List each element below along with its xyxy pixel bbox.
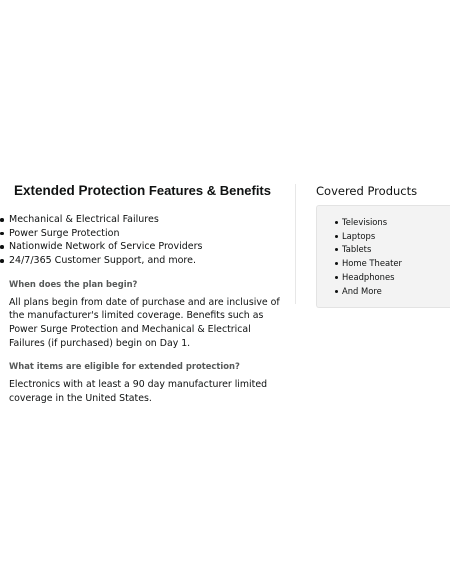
- section-title-strong: Extended Protection: [14, 183, 146, 198]
- feature-item: Nationwide Network of Service Providers: [0, 240, 288, 254]
- section-title-rest: Features & Benefits: [145, 183, 271, 198]
- covered-products-section: [316, 183, 452, 308]
- covered-product-item: Tablets: [335, 243, 450, 257]
- section-title: [0, 183, 288, 199]
- faq-answer-plan-begin: All plans begin from date of purchase and are inclusive of the manufacturer's limited coverage. Benefits such as Power Surge Protection and Mechanical & Electrical Failures (if purchased) begin on Day 1.: [9, 296, 280, 349]
- covered-product-item: And More: [335, 285, 450, 299]
- covered-products-box: [316, 205, 450, 308]
- feature-item: Mechanical & Electrical Failures: [0, 213, 288, 227]
- features-list: [0, 213, 288, 268]
- column-divider: [295, 184, 296, 304]
- covered-product-item: Home Theater: [335, 257, 450, 271]
- covered-product-item: Televisions: [335, 216, 450, 230]
- feature-item: Power Surge Protection: [0, 227, 288, 241]
- faq-question-eligible-items: What items are eligible for extended protection?: [9, 361, 240, 372]
- covered-product-item: Headphones: [335, 271, 450, 285]
- faq-question-plan-begin: When does the plan begin?: [9, 278, 138, 289]
- covered-product-item: Laptops: [335, 230, 450, 244]
- covered-products-list: [335, 216, 450, 298]
- faq-answer-eligible-items: Electronics with at least a 90 day manufacturer limited coverage in the United States.: [9, 379, 268, 404]
- features-section: [0, 183, 288, 405]
- covered-products-title: Covered Products: [316, 184, 418, 198]
- feature-item: 24/7/365 Customer Support, and more.: [0, 254, 288, 268]
